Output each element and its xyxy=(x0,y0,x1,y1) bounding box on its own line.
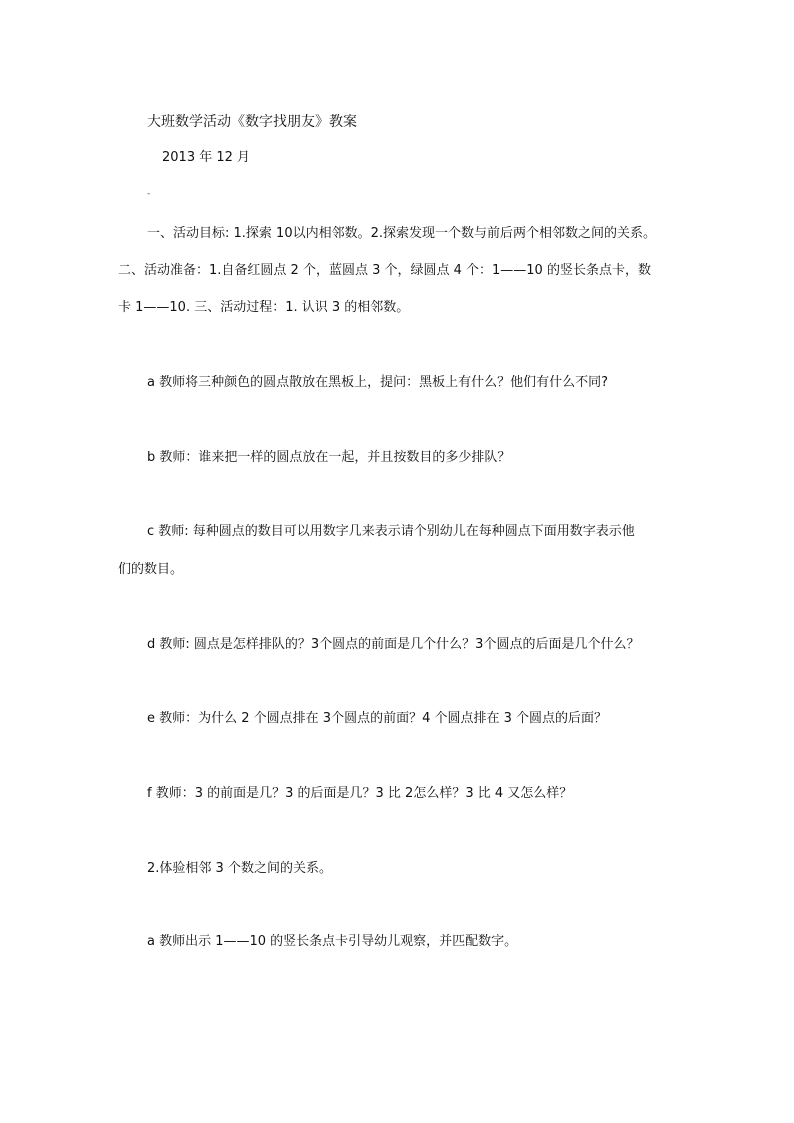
step-a: a 教师将三种颜色的圆点散放在黑板上，提问：黑板上有什么？他们有什么不同? xyxy=(147,375,608,390)
document-title: 大班数学活动《数字找朋友》教案 xyxy=(147,114,357,130)
section-2-step-a: a 教师出示 1——10 的竖长条点卡引导幼儿观察，并匹配数字。 xyxy=(147,934,518,949)
objectives-paragraph: 一、活动目标: 1.探索 10以内相邻数。2.探索发现一个数与前后两个相邻数之间的关系。 xyxy=(147,226,656,241)
preparation-line-1: 二、活动准备：1.自备红圆点 2 个，蓝圆点 3 个，绿圆点 4 个：1——10 的竖长条点卡，数 xyxy=(118,263,651,278)
step-d: d 教师: 圆点是怎样排队的？3个圆点的前面是几个什么？3个圆点的后面是几个什么？ xyxy=(147,637,640,652)
preparation-line-2: 卡 1——10. 三、活动过程：1. 认识 3 的相邻数。 xyxy=(118,300,410,315)
step-c-line-1: c 教师: 每种圆点的数目可以用数字几来表示请个别幼儿在每种圆点下面用数字表示他 xyxy=(147,524,635,539)
step-e: e 教师：为什么 2 个圆点排在 3个圆点的前面？4 个圆点排在 3 个圆点的后面？ xyxy=(147,711,608,726)
step-f: f 教师：3 的前面是几？3 的后面是几？3 比 2怎么样？3 比 4 又怎么样？ xyxy=(147,786,573,801)
step-b: b 教师：谁来把一样的圆点放在一起，并且按数目的多少排队？ xyxy=(147,450,511,465)
document-date: 2013 年 12 月 xyxy=(162,150,251,165)
section-2-heading: 2.体验相邻 3 个数之间的关系。 xyxy=(147,861,332,876)
separator-mark: - xyxy=(147,189,151,199)
step-c-line-2: 们的数目。 xyxy=(118,562,184,577)
